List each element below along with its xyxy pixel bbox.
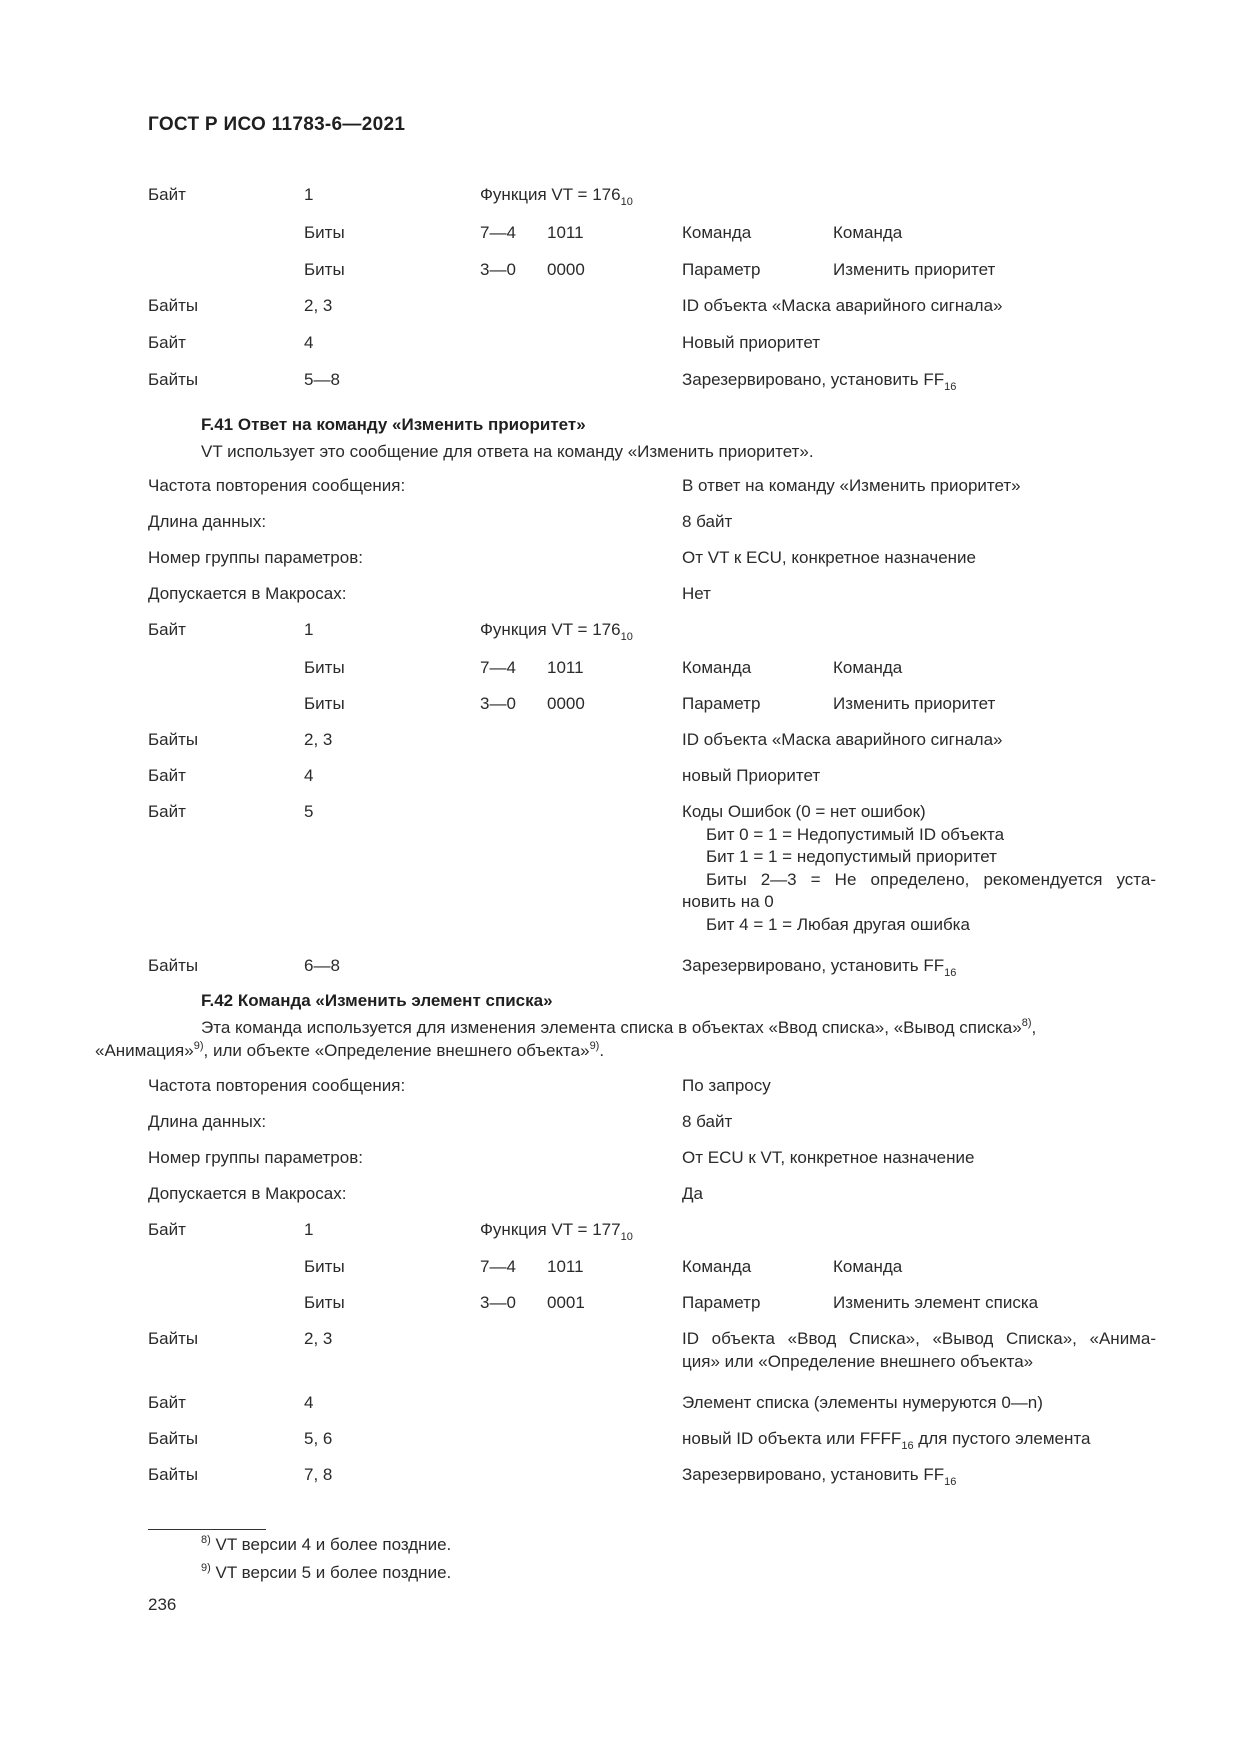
bytes-label: Байты — [148, 1329, 199, 1348]
byte-number: 2, 3 — [304, 730, 333, 749]
byte-label: Байт — [148, 620, 186, 639]
byte-number: 1 — [304, 185, 314, 204]
bits-label: Биты — [304, 223, 345, 242]
bytes-label: Байты — [148, 296, 199, 315]
byte-label: Байт — [148, 766, 186, 785]
byte-label: Байт — [148, 1220, 186, 1239]
property-label: Допускается в Макросах: — [148, 584, 347, 603]
field-name: Команда — [682, 658, 752, 677]
page-number: 236 — [148, 1595, 177, 1614]
page-header: ГОСТ Р ИСО 11783-6—2021 — [148, 114, 406, 135]
property-label: Длина данных: — [148, 1112, 267, 1131]
section-heading: F.41 Ответ на команду «Изменить приоритет» — [201, 415, 586, 434]
field-description: Элемент списка (элементы нумеруются 0—n) — [682, 1393, 1043, 1412]
property-label: Частота повторения сообщения: — [148, 1076, 406, 1095]
bits-label: Биты — [304, 260, 345, 279]
footnote: $^{8)}$ VT версии 4 и более поздние. — [201, 1534, 452, 1554]
field-value: Изменить элемент списка — [833, 1293, 1039, 1312]
bytes-label: Байты — [148, 730, 199, 749]
bits-label: Биты — [304, 658, 345, 677]
vt-function: Функция VT = $176_{10}$ — [480, 620, 633, 643]
property-value: По запросу — [682, 1076, 771, 1095]
property-value: 8 байт — [682, 512, 733, 531]
property-value: От VT к ECU, конкретное назначение — [682, 548, 976, 567]
property-label: Номер группы параметров: — [148, 1148, 363, 1167]
byte-label: Байт — [148, 333, 186, 352]
field-name: Параметр — [682, 260, 761, 279]
byte-label: Байт — [148, 185, 186, 204]
vt-function: Функция VT = $176_{10}$ — [480, 185, 633, 208]
field-value: Команда — [833, 1257, 903, 1276]
error-code: Бит 0 = 1 = Недопустимый ID объекта — [706, 824, 1005, 844]
byte-number: 4 — [304, 766, 314, 785]
bytes-label: Байты — [148, 370, 199, 389]
property-value: В ответ на команду «Изменить приоритет» — [682, 476, 1021, 495]
error-code: Биты 2—3 = Не определено, рекомендуется уста- — [706, 869, 1156, 889]
bits-range: 3—0 — [480, 694, 516, 713]
bits-value: 1011 — [547, 1257, 584, 1276]
footnote-divider — [148, 1529, 266, 1530]
property-label: Номер группы параметров: — [148, 548, 363, 567]
byte-number: 1 — [304, 620, 314, 639]
bits-value: 0000 — [547, 694, 585, 713]
field-name: Параметр — [682, 694, 761, 713]
property-label: Длина данных: — [148, 512, 267, 531]
bits-label: Биты — [304, 694, 345, 713]
field-value: Команда — [833, 223, 903, 242]
byte-number: 1 — [304, 1220, 314, 1239]
byte-number: 7, 8 — [304, 1465, 333, 1484]
field-description: ID объекта «Маска аварийного сигнала» — [682, 296, 1003, 315]
byte-label: Байт — [148, 802, 186, 821]
bytes-label: Байты — [148, 1429, 199, 1448]
footnote: $^{9)}$ VT версии 5 и более поздние. — [201, 1562, 452, 1582]
byte-label: Байт — [148, 1393, 186, 1412]
field-value: Изменить приоритет — [833, 260, 996, 279]
field-value: Изменить приоритет — [833, 694, 996, 713]
error-code-continuation: новить на 0 — [682, 892, 774, 911]
byte-number: 2, 3 — [304, 1329, 333, 1348]
bits-range: 7—4 — [480, 658, 516, 677]
property-value: Нет — [682, 584, 711, 603]
bits-value: 1011 — [547, 223, 584, 242]
field-value: Команда — [833, 658, 903, 677]
section-intro: Эта команда используется для изменения элемента списка в объектах «Ввод списка», «Вывод списка»$^{8)}$, «Анимация»$^{9)}$, или объекте «Определение внешнего объекта»$^{9)}$. — [95, 1017, 1037, 1060]
field-description: Зарезервировано, установить $FF_{16}$ — [682, 956, 957, 979]
field-description: Новый приоритет — [682, 333, 821, 352]
field-name: Команда — [682, 1257, 752, 1276]
bits-label: Биты — [304, 1257, 345, 1276]
byte-number: 6—8 — [304, 956, 340, 975]
field-description: новый ID объекта или $FFFF_{16}$ для пустого элемента — [682, 1429, 1091, 1452]
byte-number: 4 — [304, 333, 314, 352]
byte-number: 5 — [304, 802, 314, 821]
bits-range: 7—4 — [480, 1257, 516, 1276]
byte-number: 5—8 — [304, 370, 340, 389]
section-intro: VT использует это сообщение для ответа на команду «Изменить приоритет». — [201, 442, 814, 461]
field-description: новый Приоритет — [682, 766, 821, 785]
property-value: 8 байт — [682, 1112, 733, 1131]
property-value: От ECU к VT, конкретное назначение — [682, 1148, 975, 1167]
field-description: Зарезервировано, установить $FF_{16}$ — [682, 1465, 957, 1488]
bytes-label: Байты — [148, 956, 199, 975]
bits-range: 3—0 — [480, 260, 516, 279]
property-value: Да — [682, 1184, 703, 1203]
property-label: Частота повторения сообщения: — [148, 476, 406, 495]
section-heading: F.42 Команда «Изменить элемент списка» — [201, 991, 553, 1010]
bits-range: 3—0 — [480, 1293, 516, 1312]
field-description: ID объекта «Маска аварийного сигнала» — [682, 730, 1003, 749]
error-code: Бит 4 = 1 = Любая другая ошибка — [706, 914, 970, 934]
field-name: Параметр — [682, 1293, 761, 1312]
error-codes-title: Коды Ошибок (0 = нет ошибок) — [682, 802, 926, 821]
byte-number: 4 — [304, 1393, 314, 1412]
error-code: Бит 1 = 1 = недопустимый приоритет — [706, 847, 997, 866]
bits-value: 1011 — [547, 658, 584, 677]
bits-value: 0000 — [547, 260, 585, 279]
bytes-label: Байты — [148, 1465, 199, 1484]
error-codes — [682, 801, 1156, 936]
field-description: Зарезервировано, установить $FF_{16}$ — [682, 370, 957, 393]
byte-number: 5, 6 — [304, 1429, 333, 1448]
bits-label: Биты — [304, 1293, 345, 1312]
field-name: Команда — [682, 223, 752, 242]
field-description: ID объекта «Ввод Списка», «Вывод Списка», «Анима- ция» или «Определение внешнего объекта» — [682, 1329, 1156, 1371]
bits-value: 0001 — [547, 1293, 585, 1312]
bits-range: 7—4 — [480, 223, 516, 242]
byte-number: 2, 3 — [304, 296, 333, 315]
vt-function: Функция VT = $177_{10}$ — [480, 1220, 633, 1243]
property-label: Допускается в Макросах: — [148, 1184, 347, 1203]
